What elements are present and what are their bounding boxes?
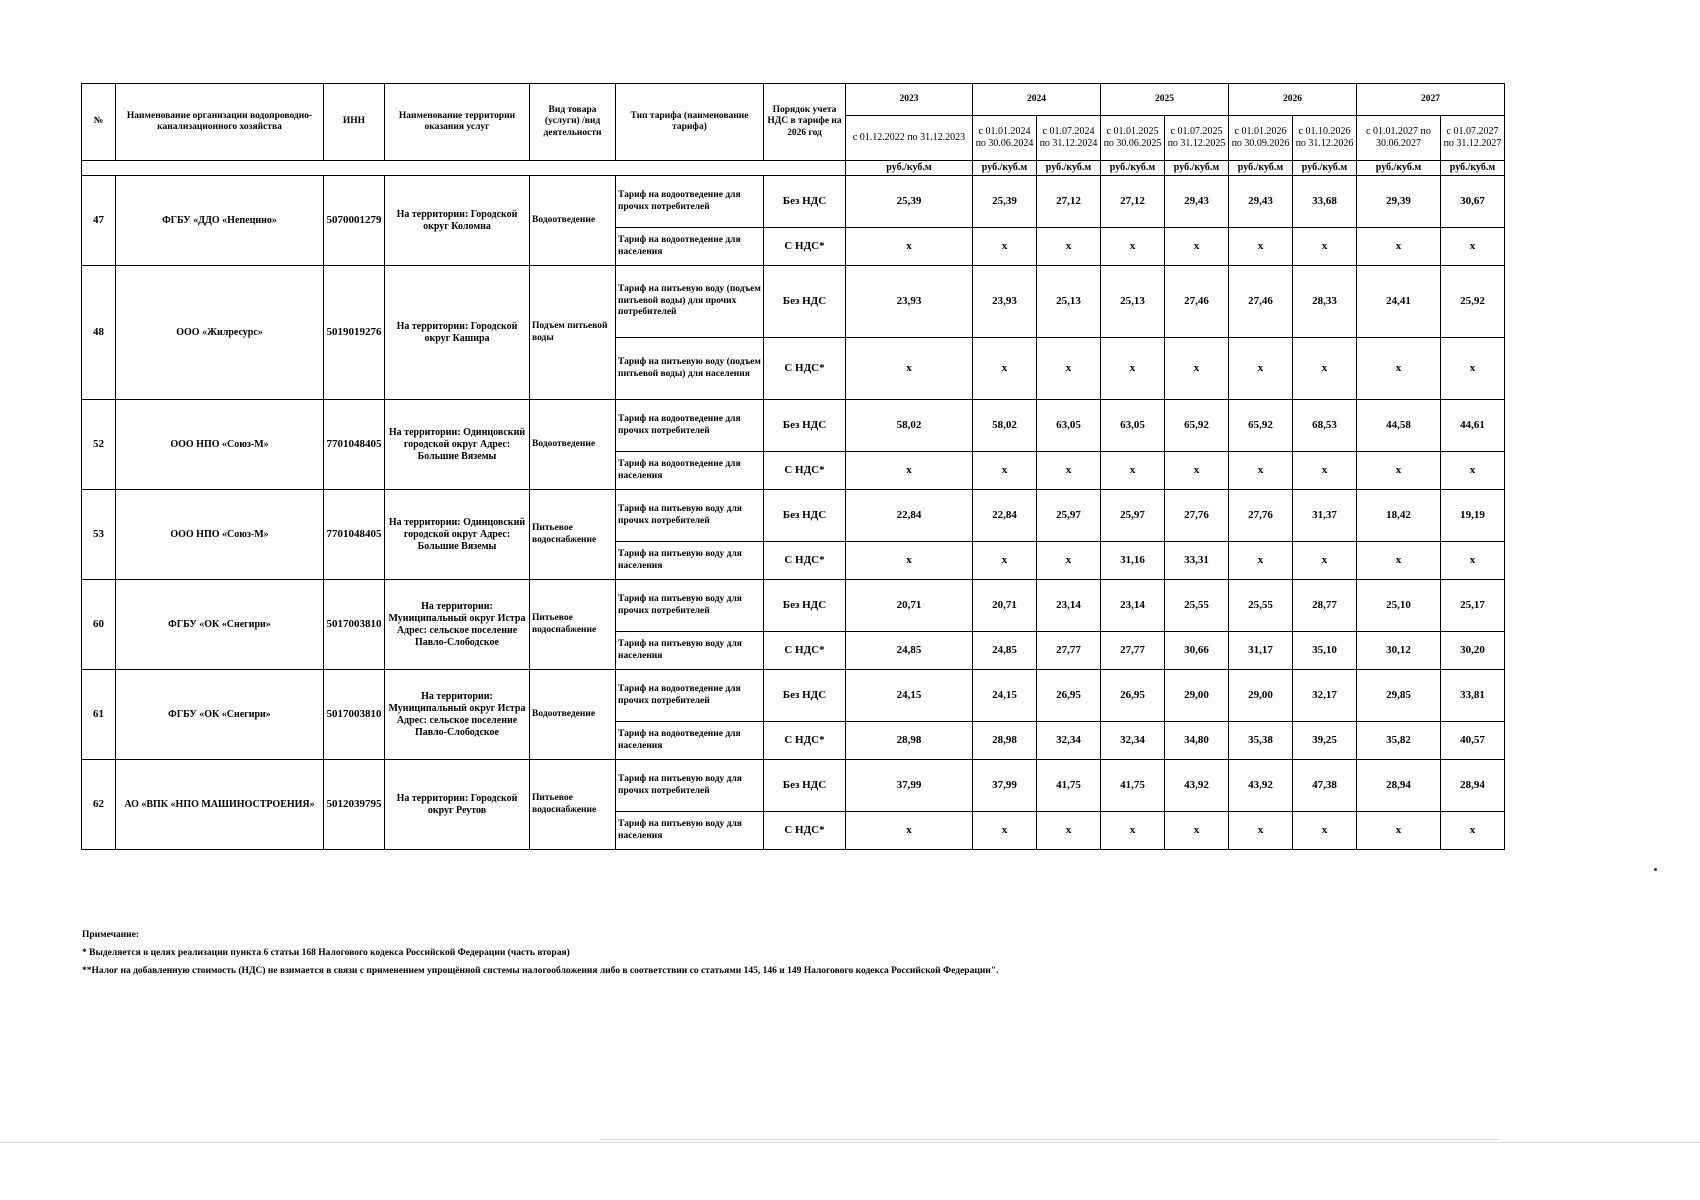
entry-territory: На территории: Муниципальный округ Истра Адрес: сельское поселение Павло-Слободское — [385, 670, 530, 760]
tariff-value: 30,12 — [1357, 632, 1441, 670]
tariff-value: 23,14 — [1101, 580, 1165, 632]
tariff-value: 63,05 — [1037, 400, 1101, 452]
tariff-value: х — [1293, 338, 1357, 400]
header-year: 2025 — [1101, 84, 1229, 116]
tariff-value: 29,43 — [1229, 176, 1293, 228]
header-period: с 01.12.2022 по 31.12.2023 — [846, 116, 973, 161]
tariff-value: х — [1229, 228, 1293, 266]
vat-order: С НДС* — [764, 812, 846, 850]
table-row — [82, 490, 1505, 542]
tariff-type: Тариф на водоотведение для прочих потребителей — [616, 400, 764, 452]
tariff-value: х — [1037, 228, 1101, 266]
vat-order: Без НДС — [764, 400, 846, 452]
entry-inn: 5019019276 — [324, 266, 385, 400]
tariff-value: 40,57 — [1441, 722, 1505, 760]
tariff-value: 27,12 — [1101, 176, 1165, 228]
tariff-value: 23,93 — [973, 266, 1037, 338]
entry-inn: 5070001279 — [324, 176, 385, 266]
tariff-value: х — [1037, 452, 1101, 490]
tariff-value: 24,85 — [846, 632, 973, 670]
vat-order: Без НДС — [764, 490, 846, 542]
tariff-type: Тариф на питьевую воду для прочих потребителей — [616, 580, 764, 632]
tariff-value: 37,99 — [973, 760, 1037, 812]
tariff-value: 33,31 — [1165, 542, 1229, 580]
header-num: № — [82, 84, 116, 161]
entry-product: Водоотведение — [530, 670, 616, 760]
entry-org: ФГБУ «ДДО «Непецино» — [116, 176, 324, 266]
entry-org: ООО НПО «Союз-М» — [116, 490, 324, 580]
header-territory: Наименование территории оказания услуг — [385, 84, 530, 161]
tariff-value: 28,33 — [1293, 266, 1357, 338]
tariff-value: 23,14 — [1037, 580, 1101, 632]
tariff-value: х — [1229, 542, 1293, 580]
tariff-value: 68,53 — [1293, 400, 1357, 452]
tariff-value: х — [1357, 338, 1441, 400]
tariff-value: 27,77 — [1037, 632, 1101, 670]
tariff-type: Тариф на водоотведение для населения — [616, 228, 764, 266]
tariff-value: 31,16 — [1101, 542, 1165, 580]
entry-territory: На территории: Одинцовский городской округ Адрес: Большие Вяземы — [385, 490, 530, 580]
notes — [82, 926, 1532, 980]
notes-line-2: **Налог на добавленную стоимость (НДС) не взимается в связи с применением упрощённой системы налогообложения либо в соответствии со статьями 145, 146 и 149 Налогового кодекса Российской Федерации". — [82, 966, 999, 977]
entry-num: 62 — [82, 760, 116, 850]
tariff-value: х — [1101, 812, 1165, 850]
vat-order: С НДС* — [764, 722, 846, 760]
tariff-table — [81, 83, 1505, 850]
header-unit: руб./куб.м — [1101, 161, 1165, 176]
tariff-value: х — [1357, 228, 1441, 266]
tariff-value: 25,13 — [1101, 266, 1165, 338]
entry-num: 47 — [82, 176, 116, 266]
tariff-value: х — [1441, 452, 1505, 490]
table-body — [82, 176, 1505, 850]
entry-territory: На территории: Городской округ Кашира — [385, 266, 530, 400]
table-row — [82, 670, 1505, 722]
tariff-value: 35,82 — [1357, 722, 1441, 760]
tariff-value: 24,15 — [846, 670, 973, 722]
entry-product: Питьевое водоснабжение — [530, 490, 616, 580]
tariff-value: 29,43 — [1165, 176, 1229, 228]
tariff-value: х — [1441, 542, 1505, 580]
tariff-value: 30,66 — [1165, 632, 1229, 670]
tariff-value: х — [973, 338, 1037, 400]
tariff-value: 27,77 — [1101, 632, 1165, 670]
scan-artifact-line — [600, 1139, 1500, 1140]
table-row — [82, 176, 1505, 228]
tariff-value: 25,97 — [1037, 490, 1101, 542]
tariff-value: 34,80 — [1165, 722, 1229, 760]
header-period: с 01.01.2026 по 30.09.2026 — [1229, 116, 1293, 161]
tariff-value: 28,77 — [1293, 580, 1357, 632]
tariff-value: х — [846, 338, 973, 400]
vat-order: Без НДС — [764, 266, 846, 338]
tariff-value: х — [1037, 338, 1101, 400]
tariff-value: 29,00 — [1229, 670, 1293, 722]
tariff-value: 24,41 — [1357, 266, 1441, 338]
tariff-value: 27,46 — [1165, 266, 1229, 338]
entry-num: 61 — [82, 670, 116, 760]
table-row — [82, 266, 1505, 338]
vat-order: Без НДС — [764, 176, 846, 228]
table-row — [82, 760, 1505, 812]
tariff-value: 26,95 — [1037, 670, 1101, 722]
tariff-value: 33,81 — [1441, 670, 1505, 722]
header-period: с 01.01.2027 по 30.06.2027 — [1357, 116, 1441, 161]
tariff-value: х — [1357, 542, 1441, 580]
header-row-units — [82, 161, 1505, 176]
entry-territory: На территории: Городской округ Реутов — [385, 760, 530, 850]
tariff-value: 23,93 — [846, 266, 973, 338]
tariff-value: 28,98 — [973, 722, 1037, 760]
tariff-value: 28,98 — [846, 722, 973, 760]
tariff-value: 39,25 — [1293, 722, 1357, 760]
entry-territory: На территории: Одинцовский городской округ Адрес: Большие Вяземы — [385, 400, 530, 490]
header-unit: руб./куб.м — [1293, 161, 1357, 176]
tariff-value: 58,02 — [973, 400, 1037, 452]
tariff-value: х — [846, 812, 973, 850]
tariff-value: 24,85 — [973, 632, 1037, 670]
header-period: с 01.07.2024 по 31.12.2024 — [1037, 116, 1101, 161]
tariff-value: 25,13 — [1037, 266, 1101, 338]
entry-inn: 5017003810 — [324, 670, 385, 760]
header-period: с 01.01.2025 по 30.06.2025 — [1101, 116, 1165, 161]
tariff-value: 26,95 — [1101, 670, 1165, 722]
tariff-value: х — [973, 228, 1037, 266]
tariff-value: 25,55 — [1229, 580, 1293, 632]
entry-product: Питьевое водоснабжение — [530, 760, 616, 850]
tariff-value: 28,94 — [1357, 760, 1441, 812]
tariff-value: 27,12 — [1037, 176, 1101, 228]
tariff-value: 35,38 — [1229, 722, 1293, 760]
tariff-value: 25,97 — [1101, 490, 1165, 542]
tariff-value: х — [1441, 228, 1505, 266]
tariff-value: х — [1101, 452, 1165, 490]
header-year: 2027 — [1357, 84, 1505, 116]
tariff-value: 63,05 — [1101, 400, 1165, 452]
tariff-value: 41,75 — [1101, 760, 1165, 812]
entry-num: 48 — [82, 266, 116, 400]
tariff-value: х — [1037, 812, 1101, 850]
header-row-years — [82, 84, 1505, 116]
table-header — [82, 84, 1505, 176]
tariff-value: х — [1165, 452, 1229, 490]
tariff-value: 22,84 — [973, 490, 1037, 542]
tariff-value: 19,19 — [1441, 490, 1505, 542]
tariff-value: х — [846, 452, 973, 490]
header-unit: руб./куб.м — [846, 161, 973, 176]
tariff-value: х — [1441, 812, 1505, 850]
header-unit: руб./куб.м — [1165, 161, 1229, 176]
scan-artifact-dot — [1654, 868, 1657, 871]
tariff-value: х — [1293, 228, 1357, 266]
tariff-value: 18,42 — [1357, 490, 1441, 542]
tariff-value: 31,37 — [1293, 490, 1357, 542]
entry-inn: 7701048405 — [324, 400, 385, 490]
tariff-value: 30,67 — [1441, 176, 1505, 228]
header-period: с 01.07.2025 по 31.12.2025 — [1165, 116, 1229, 161]
tariff-value: 29,00 — [1165, 670, 1229, 722]
tariff-value: 32,34 — [1101, 722, 1165, 760]
tariff-type: Тариф на питьевую воду (подъем питьевой воды) для прочих потребителей — [616, 266, 764, 338]
entry-inn: 5012039795 — [324, 760, 385, 850]
entry-org: ООО «Жилресурс» — [116, 266, 324, 400]
entry-org: ФГБУ «ОК «Снегири» — [116, 580, 324, 670]
tariff-value: 29,39 — [1357, 176, 1441, 228]
tariff-value: х — [1165, 228, 1229, 266]
tariff-value: 29,85 — [1357, 670, 1441, 722]
header-org: Наименование организации водопроводно-канализационного хозяйства — [116, 84, 324, 161]
tariff-value: 47,38 — [1293, 760, 1357, 812]
header-year: 2026 — [1229, 84, 1357, 116]
table-row — [82, 580, 1505, 632]
header-year: 2023 — [846, 84, 973, 116]
notes-title: Примечание: — [82, 930, 140, 940]
tariff-value: 32,34 — [1037, 722, 1101, 760]
header-unit: руб./куб.м — [1441, 161, 1505, 176]
entry-product: Питьевое водоснабжение — [530, 580, 616, 670]
tariff-value: 41,75 — [1037, 760, 1101, 812]
tariff-value: х — [1229, 452, 1293, 490]
tariff-value: 30,20 — [1441, 632, 1505, 670]
entry-territory: На территории: Городской округ Коломна — [385, 176, 530, 266]
tariff-value: х — [1101, 338, 1165, 400]
tariff-value: 58,02 — [846, 400, 973, 452]
tariff-value: х — [973, 452, 1037, 490]
header-product: Вид товара (услуги) /вид деятельности — [530, 84, 616, 161]
tariff-value: 32,17 — [1293, 670, 1357, 722]
tariff-value: х — [1293, 812, 1357, 850]
tariff-value: 31,17 — [1229, 632, 1293, 670]
tariff-value: 27,76 — [1229, 490, 1293, 542]
vat-order: Без НДС — [764, 670, 846, 722]
vat-order: С НДС* — [764, 452, 846, 490]
tariff-value: 22,84 — [846, 490, 973, 542]
tariff-value: 44,61 — [1441, 400, 1505, 452]
tariff-type: Тариф на водоотведение для населения — [616, 722, 764, 760]
entry-territory: На территории: Муниципальный округ Истра Адрес: сельское поселение Павло-Слободское — [385, 580, 530, 670]
tariff-value: х — [1229, 338, 1293, 400]
entry-inn: 7701048405 — [324, 490, 385, 580]
vat-order: С НДС* — [764, 542, 846, 580]
tariff-type: Тариф на питьевую воду для прочих потребителей — [616, 490, 764, 542]
tariff-value: 65,92 — [1229, 400, 1293, 452]
tariff-value: 24,15 — [973, 670, 1037, 722]
entry-product: Подъем питьевой воды — [530, 266, 616, 400]
tariff-value: 25,17 — [1441, 580, 1505, 632]
tariff-value: х — [1441, 338, 1505, 400]
tariff-type: Тариф на питьевую воду для населения — [616, 632, 764, 670]
tariff-value: х — [1037, 542, 1101, 580]
tariff-value: 25,92 — [1441, 266, 1505, 338]
entry-org: ФГБУ «ОК «Снегири» — [116, 670, 324, 760]
tariff-value: 27,46 — [1229, 266, 1293, 338]
header-vat-order: Порядок учета НДС в тарифе на 2026 год — [764, 84, 846, 161]
tariff-value: 44,58 — [1357, 400, 1441, 452]
tariff-value: 43,92 — [1229, 760, 1293, 812]
entry-org: ООО НПО «Союз-М» — [116, 400, 324, 490]
vat-order: С НДС* — [764, 338, 846, 400]
notes-line-1: * Выделяется в целях реализации пункта 6 статьи 168 Налогового кодекса Российской Федерации (часть вторая) — [82, 948, 570, 959]
tariff-value: 25,55 — [1165, 580, 1229, 632]
tariff-value: х — [973, 542, 1037, 580]
entry-org: АО «ВПК «НПО МАШИНОСТРОЕНИЯ» — [116, 760, 324, 850]
header-unit-spacer — [82, 161, 846, 176]
vat-order: Без НДС — [764, 760, 846, 812]
header-period: с 01.07.2027 по 31.12.2027 — [1441, 116, 1505, 161]
tariff-value: х — [846, 542, 973, 580]
tariff-type: Тариф на водоотведение для населения — [616, 452, 764, 490]
tariff-value: 43,92 — [1165, 760, 1229, 812]
entry-inn: 5017003810 — [324, 580, 385, 670]
entry-num: 53 — [82, 490, 116, 580]
tariff-value: х — [1293, 542, 1357, 580]
header-period: с 01.10.2026 по 31.12.2026 — [1293, 116, 1357, 161]
tariff-value: 27,76 — [1165, 490, 1229, 542]
tariff-type: Тариф на водоотведение для прочих потребителей — [616, 670, 764, 722]
header-unit: руб./куб.м — [1357, 161, 1441, 176]
entry-num: 52 — [82, 400, 116, 490]
tariff-type: Тариф на водоотведение для прочих потребителей — [616, 176, 764, 228]
header-tariff-type: Тип тарифа (наименование тарифа) — [616, 84, 764, 161]
tariff-value: х — [1165, 338, 1229, 400]
tariff-value: х — [1357, 452, 1441, 490]
tariff-value: 37,99 — [846, 760, 973, 812]
tariff-value: х — [846, 228, 973, 266]
tariff-value: 25,10 — [1357, 580, 1441, 632]
tariff-type: Тариф на питьевую воду для прочих потребителей — [616, 760, 764, 812]
header-period: с 01.01.2024 по 30.06.2024 — [973, 116, 1037, 161]
tariff-type: Тариф на питьевую воду (подъем питьевой воды) для населения — [616, 338, 764, 400]
tariff-value: х — [1229, 812, 1293, 850]
header-inn: ИНН — [324, 84, 385, 161]
tariff-value: 65,92 — [1165, 400, 1229, 452]
tariff-value: 25,39 — [846, 176, 973, 228]
vat-order: С НДС* — [764, 228, 846, 266]
tariff-value: 25,39 — [973, 176, 1037, 228]
tariff-type: Тариф на питьевую воду для населения — [616, 542, 764, 580]
vat-order: С НДС* — [764, 632, 846, 670]
tariff-value: х — [1293, 452, 1357, 490]
tariff-value: 33,68 — [1293, 176, 1357, 228]
tariff-value: 28,94 — [1441, 760, 1505, 812]
tariff-value: 35,10 — [1293, 632, 1357, 670]
tariff-value: х — [1101, 228, 1165, 266]
vat-order: Без НДС — [764, 580, 846, 632]
entry-product: Водоотведение — [530, 400, 616, 490]
header-year: 2024 — [973, 84, 1101, 116]
tariff-value: х — [1357, 812, 1441, 850]
tariff-value: 20,71 — [846, 580, 973, 632]
tariff-type: Тариф на питьевую воду для населения — [616, 812, 764, 850]
tariff-value: 20,71 — [973, 580, 1037, 632]
entry-product: Водоотведение — [530, 176, 616, 266]
header-unit: руб./куб.м — [1037, 161, 1101, 176]
entry-num: 60 — [82, 580, 116, 670]
header-unit: руб./куб.м — [1229, 161, 1293, 176]
scan-artifact-line — [0, 1142, 1700, 1143]
header-unit: руб./куб.м — [973, 161, 1037, 176]
tariff-value: х — [973, 812, 1037, 850]
table-row — [82, 400, 1505, 452]
tariff-value: х — [1165, 812, 1229, 850]
